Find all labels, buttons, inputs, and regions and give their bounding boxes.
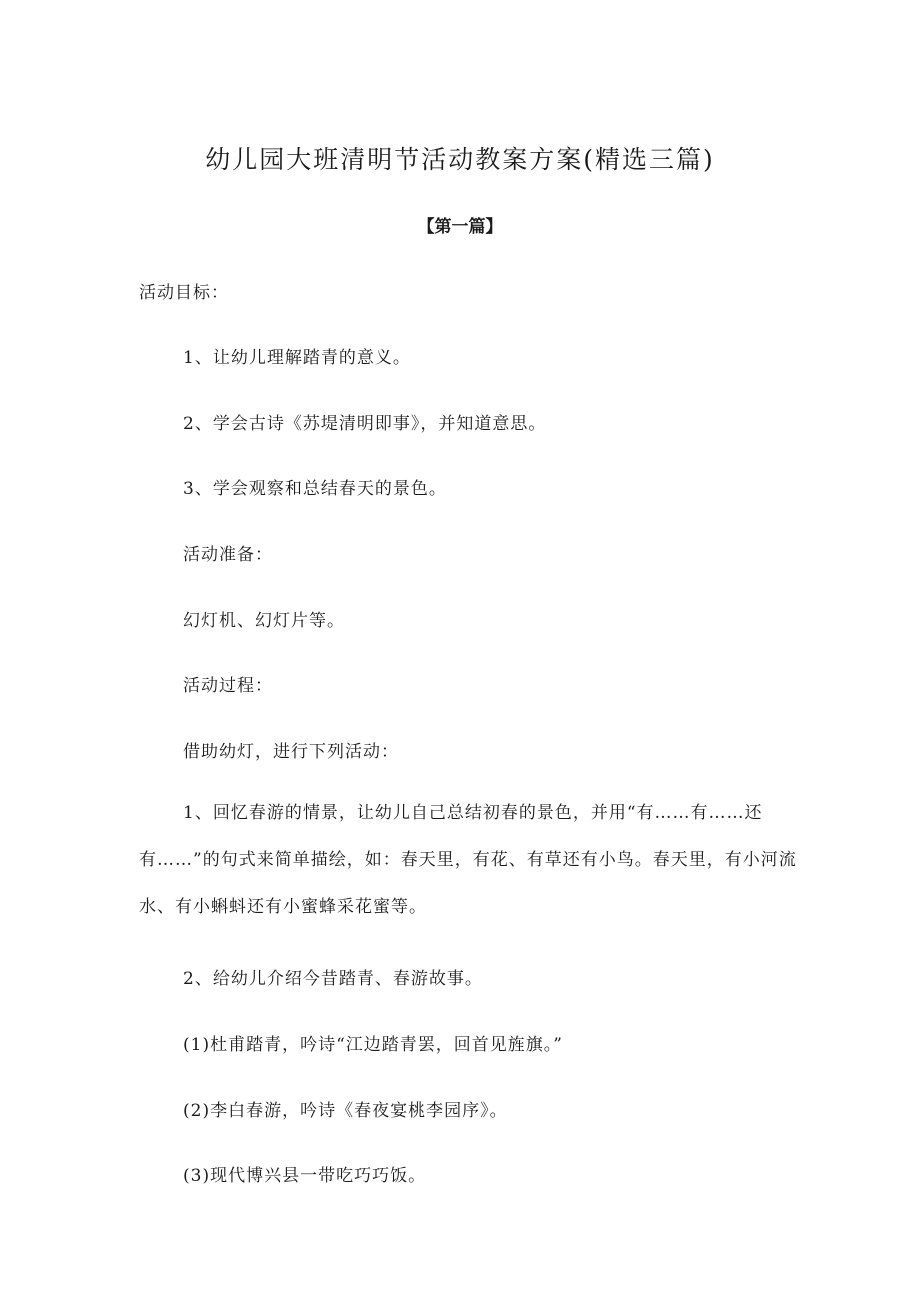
section-heading: 【第一篇】 — [417, 217, 503, 237]
goals-label: 活动目标： — [139, 283, 229, 303]
story-item-3: (3)现代博兴县一带吃巧巧饭。 — [183, 1166, 427, 1186]
goal-item-2: 2、学会古诗《苏堤清明即事》，并知道意思。 — [183, 414, 547, 434]
document-title: 幼儿园大班清明节活动教案方案(精选三篇) — [205, 145, 715, 174]
prep-label: 活动准备： — [183, 545, 273, 565]
story-item-2: (2)李白春游，吟诗《春夜宴桃李园序》。 — [183, 1101, 508, 1121]
goal-item-1: 1、让幼儿理解踏青的意义。 — [183, 348, 411, 368]
story-item-1: (1)杜甫踏青，吟诗“江边踏青罢，回首见旌旗。” — [183, 1035, 563, 1055]
prep-items: 幻灯机、幻灯片等。 — [183, 611, 345, 631]
process-label: 活动过程： — [183, 676, 273, 696]
process-step-1: 1、回忆春游的情景，让幼儿自己总结初春的景色，并用“有……有……还有……”的句式来简单描绘，如：春天里，有花、有草还有小鸟。春天里，有小河流水、有小蝌蚪还有小蜜蜂采花蜜等。 — [139, 803, 797, 917]
goal-item-3: 3、学会观察和总结春天的景色。 — [183, 479, 447, 499]
process-intro: 借助幼灯，进行下列活动： — [183, 742, 399, 762]
process-step-2: 2、给幼儿介绍今昔踏青、春游故事。 — [183, 969, 483, 989]
